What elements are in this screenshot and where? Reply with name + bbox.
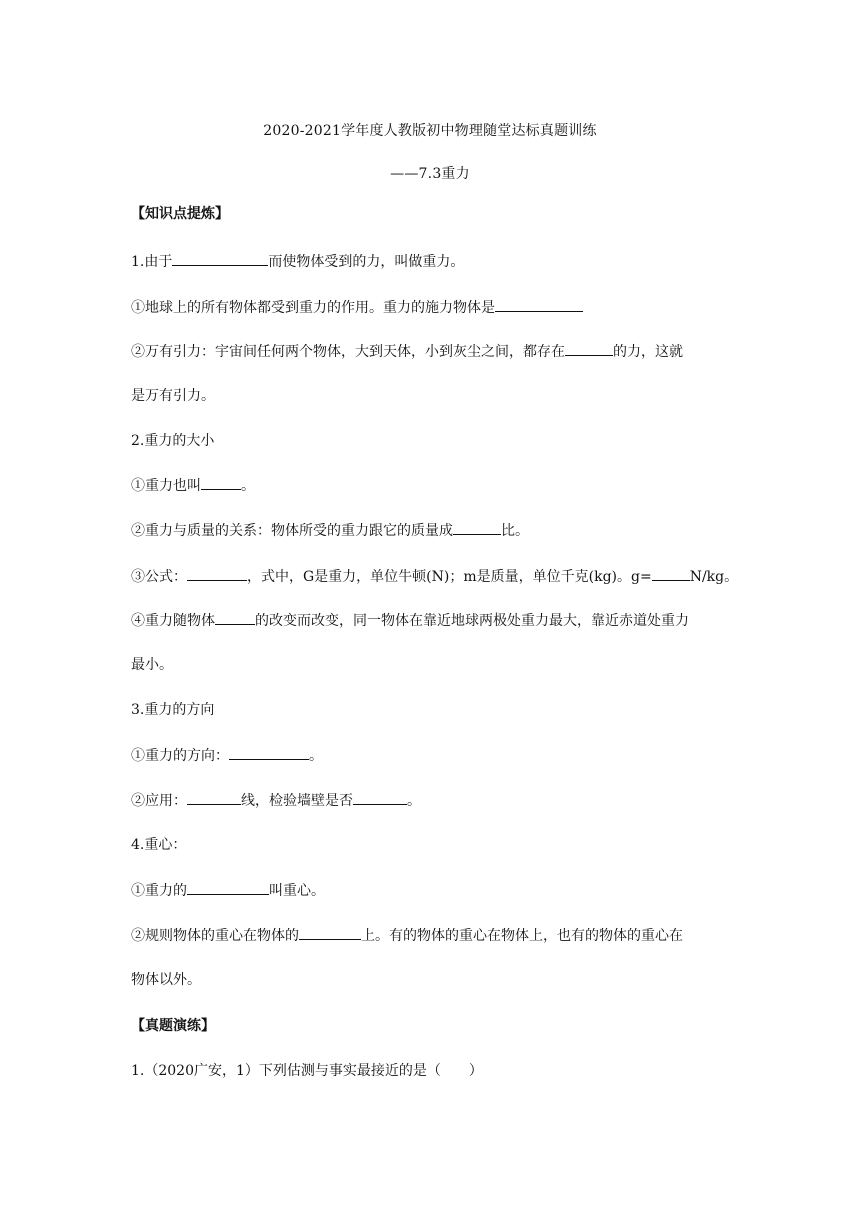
text-line: 是万有引力。 — [131, 388, 215, 404]
text-line: 1.由于 而使物体受到的力，叫做重力。 — [131, 251, 741, 272]
text-line: ②规则物体的重心在物体的 上。有的物体的重心在物体上，也有的物体的重心在 — [131, 925, 741, 946]
answer-blank — [172, 251, 268, 266]
text-line: 物体以外。 — [131, 972, 201, 988]
question-1: 1.（2020广安，1）下列估测与事实最接近的是（ ） — [131, 1063, 483, 1079]
answer-blank — [215, 610, 255, 625]
answer-blank — [652, 566, 690, 581]
answer-blank — [187, 880, 269, 895]
text-line: ①地球上的所有物体都受到重力的作用。重力的施力物体是 — [131, 297, 741, 318]
document-title: 2020-2021学年度人教版初中物理随堂达标真题训练 — [263, 123, 597, 139]
answer-blank — [495, 297, 583, 312]
section-heading-knowledge: 【知识点提炼】 — [131, 206, 229, 222]
answer-blank — [299, 925, 361, 940]
section-4-heading: 4.重心： — [131, 837, 187, 853]
text-line: ②重力与质量的关系：物体所受的重力跟它的质量成 比。 — [131, 520, 741, 541]
section-heading-practice: 【真题演练】 — [131, 1018, 215, 1034]
text-line: 最小。 — [131, 657, 173, 673]
answer-blank — [229, 745, 309, 760]
answer-blank — [565, 341, 613, 356]
answer-blank — [187, 790, 241, 805]
answer-blank — [201, 475, 241, 490]
text-line: ①重力也叫 。 — [131, 475, 741, 496]
answer-blank — [353, 790, 407, 805]
text-line: ④重力随物体 的改变而改变，同一物体在靠近地球两极处重力最大，靠近赤道处重力 — [131, 610, 741, 631]
text-line: ②应用： 线，检验墙壁是否 。 — [131, 790, 741, 811]
document-subtitle: ——7.3重力 — [390, 166, 470, 182]
answer-blank — [453, 520, 501, 535]
text-line: ①重力的方向： 。 — [131, 745, 741, 766]
text-line: ①重力的 叫重心。 — [131, 880, 741, 901]
answer-blank — [187, 566, 247, 581]
section-2-heading: 2.重力的大小 — [131, 433, 215, 449]
text-line: ③公式： ，式中，G是重力，单位牛顿(N)；m是质量，单位千克(kg)。g= N/kg。 — [131, 566, 741, 587]
text-line: ②万有引力：宇宙间任何两个物体，大到天体，小到灰尘之间，都存在 的力，这就 — [131, 341, 741, 362]
section-3-heading: 3.重力的方向 — [131, 702, 215, 718]
